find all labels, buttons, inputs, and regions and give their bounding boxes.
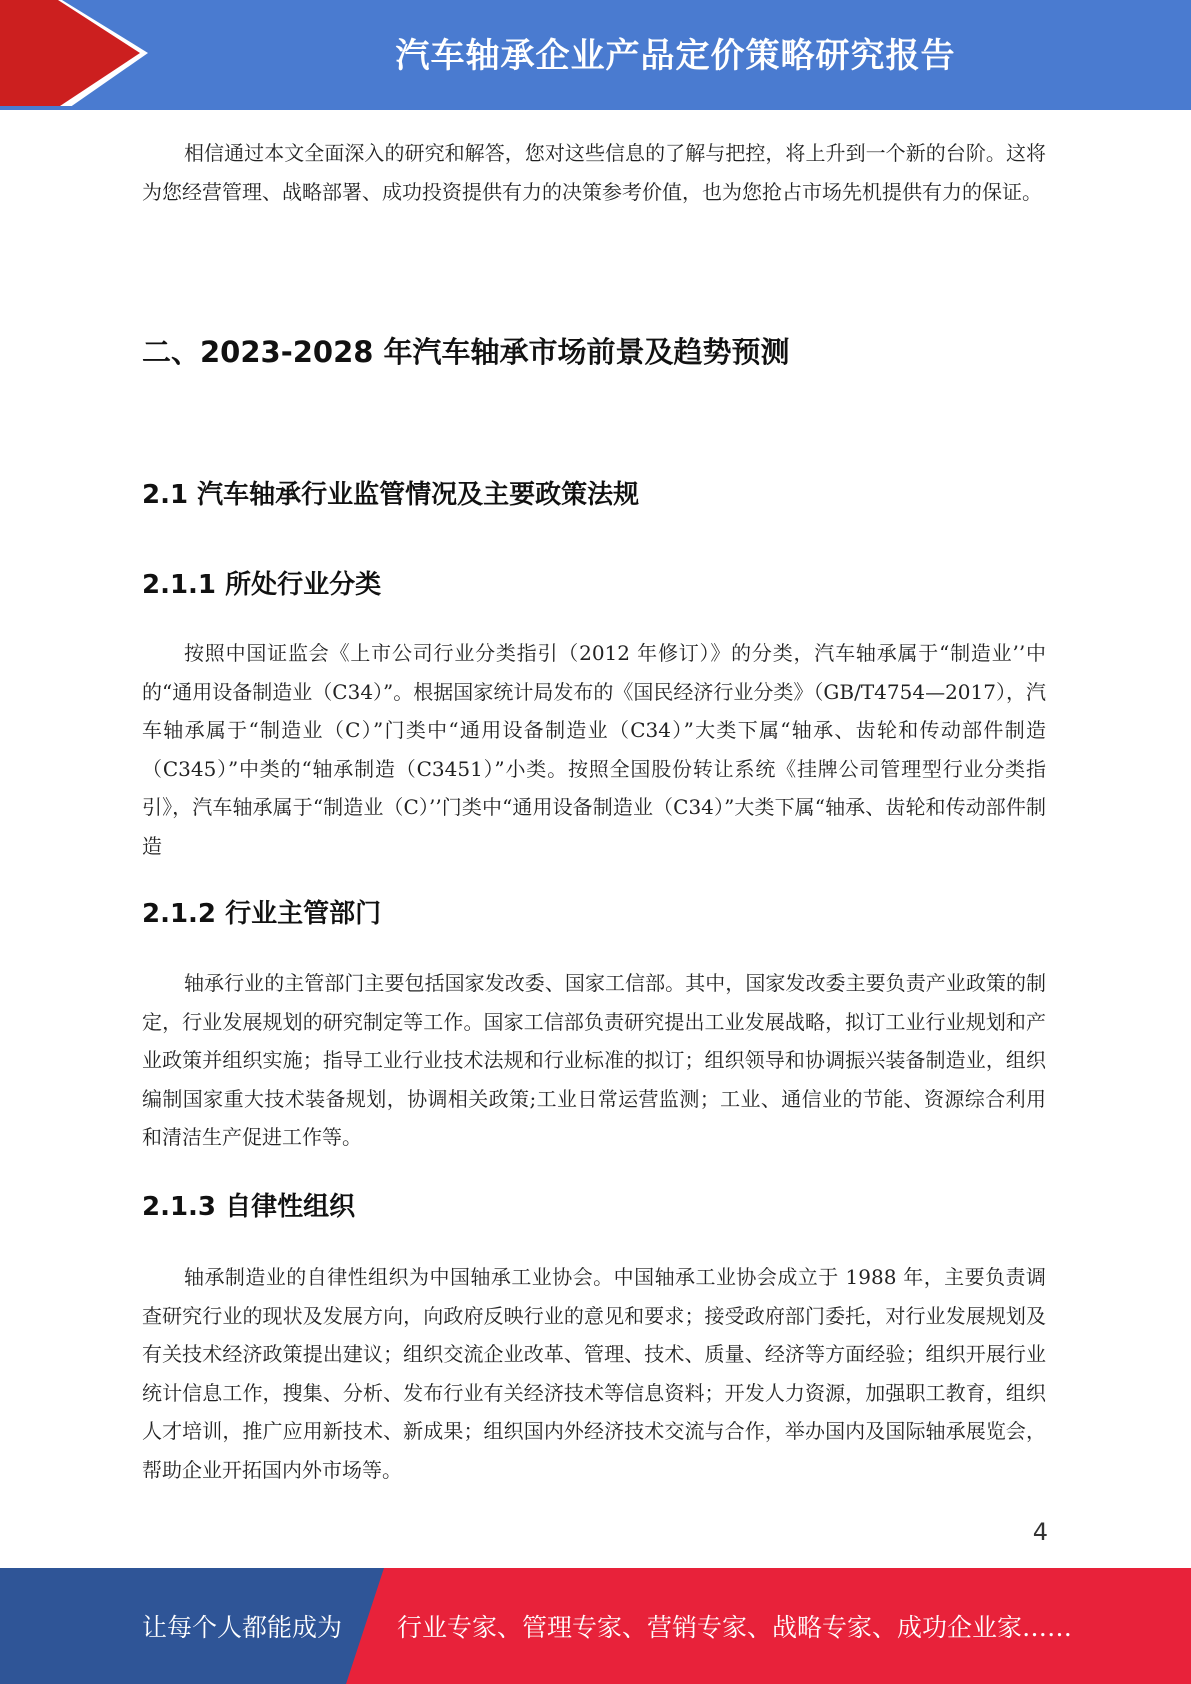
footer-slogan-right: 行业专家、管理专家、营销专家、战略专家、成功企业家…… (397, 1613, 1073, 1642)
intro-paragraph: 相信通过本文全面深入的研究和解答，您对这些信息的了解与把控，将上升到一个新的台阶。这将为您经营管理、战略部署、成功投资提供有力的决策参考价值，也为您抢占市场先机提供有力的保证。 (142, 141, 1046, 204)
paragraph: 按照中国证监会《上市公司行业分类指引（2012 年修订）》的分类，汽车轴承属于“制造业’’中的“通用设备制造业（C34）”。根据国家统计局发布的《国民经济行业分类》（GB/T4754—2017），汽车轴承属于“制造业（C）”门类中“通用设备制造业（C34）”大类下属“轴承、齿轮和传动部件制造（C345）”中类的“轴承制造（C3451）”小类。按照全国股份转让系统《挂牌公司管理型行业分类指引》，汽车轴承属于“制造业（C）’’门类中“通用设备制造业（C34）”大类下属“轴承、齿轮和传动部件制造 (142, 641, 1046, 858)
subsection-title: 2.1 汽车轴承行业监管情况及主要政策法规 (142, 480, 640, 510)
document-header-title: 汽车轴承企业产品定价策略研究报告 (395, 35, 956, 76)
item-body-self-regulatory-org (142, 1258, 1046, 1489)
paragraph: 轴承制造业的自律性组织为中国轴承工业协会。中国轴承工业协会成立于 1988 年，主要负责调查研究行业的现状及发展方向，向政府反映行业的意见和要求；接受政府部门委托，对行业发展规划及有关技术经济政策提出建议；组织交流企业改革、管理、技术、质量、经济等方面经验；组织开展行业统计信息工作，搜集、分析、发布行业有关经济技术等信息资料；开发人力资源，加强职工教育，组织人才培训，推广应用新技术、新成果；组织国内外经济技术交流与合作，举办国内及国际轴承展览会，帮助企业开拓国内外市场等。 (142, 1265, 1046, 1482)
item-title-industry-classification: 2.1.1 所处行业分类 (142, 570, 382, 600)
footer-slogan-left: 让每个人都能成为 (142, 1613, 343, 1642)
section-title: 二、2023-2028 年汽车轴承市场前景及趋势预测 (142, 335, 790, 369)
header-rule (0, 106, 1191, 110)
paragraph: 轴承行业的主管部门主要包括国家发改委、国家工信部。其中，国家发改委主要负责产业政策的制定，行业发展规划的研究制定等工作。国家工信部负责研究提出工业发展战略，拟订工业行业规划和产业政策并组织实施；指导工业行业技术法规和行业标准的拟订；组织领导和协调振兴装备制造业，组织编制国家重大技术装备规划，协调相关政策;工业日常运营监测；工业、通信业的节能、资源综合利用和清洁生产促进工作等。 (142, 971, 1046, 1149)
header-band (0, 0, 1191, 110)
footer-band (0, 1568, 1191, 1684)
header-chevron-icon (0, 0, 160, 110)
page-number: 4 (1032, 1518, 1048, 1546)
item-body-competent-department (142, 964, 1046, 1157)
item-body-industry-classification (142, 634, 1046, 865)
item-title-self-regulatory-org: 2.1.3 自律性组织 (142, 1192, 356, 1222)
item-title-competent-department: 2.1.2 行业主管部门 (142, 899, 382, 929)
intro-block (142, 134, 1046, 211)
